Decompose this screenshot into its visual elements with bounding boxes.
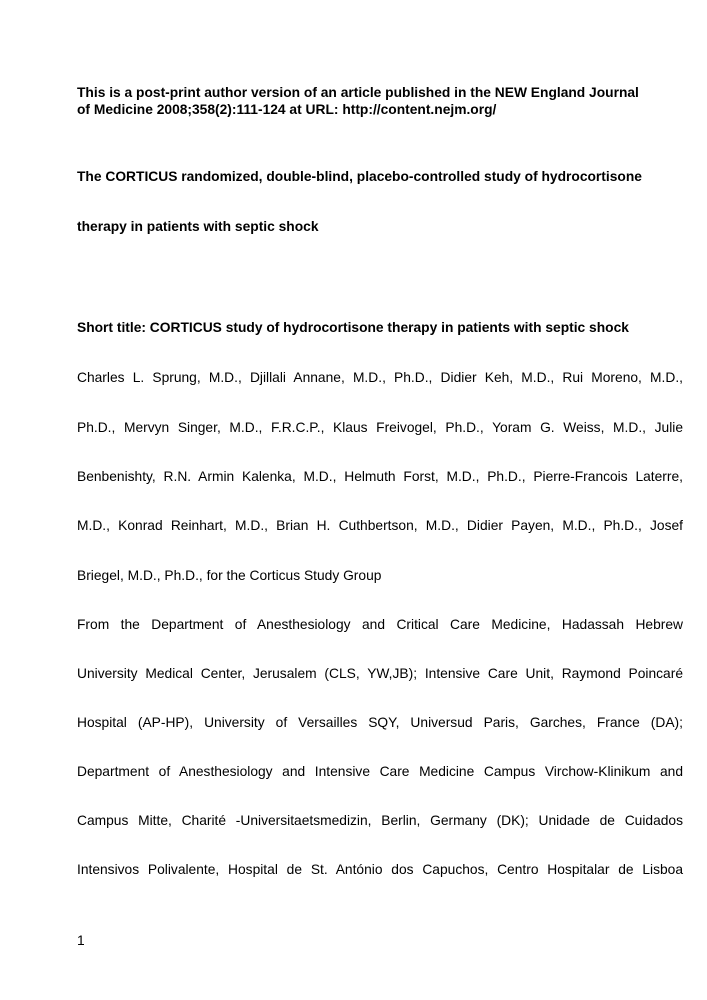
article-title-line-2: therapy in patients with septic shock [77, 219, 319, 234]
author-line: M.D., Konrad Reinhart, M.D., Brian H. Cuthbertson, M.D., Didier Payen, M.D., Ph.D., Josef [77, 518, 683, 533]
author-line: Benbenishty, R.N. Armin Kalenka, M.D., Helmuth Forst, M.D., Ph.D., Pierre-Francois Laterre, [77, 469, 683, 484]
affiliation-line: Intensivos Polivalente, Hospital de St. António dos Capuchos, Centro Hospitalar de Lisboa [77, 862, 683, 877]
affiliation-line: From the Department of Anesthesiology and Critical Care Medicine, Hadassah Hebrew [77, 617, 683, 632]
short-title: Short title: CORTICUS study of hydrocortisone therapy in patients with septic shock [77, 320, 629, 335]
author-line: Briegel, M.D., Ph.D., for the Corticus Study Group [77, 568, 382, 583]
author-line: Ph.D., Mervyn Singer, M.D., F.R.C.P., Klaus Freivogel, Ph.D., Yoram G. Weiss, M.D., Julie [77, 420, 683, 435]
page-number: 1 [77, 933, 85, 948]
affiliation-line: Campus Mitte, Charité -Universitaetsmedizin, Berlin, Germany (DK); Unidade de Cuidados [77, 813, 683, 828]
publication-notice-line-2: of Medicine 2008;358(2):111-124 at URL: http://content.nejm.org/ [77, 102, 497, 117]
article-title-line-1: The CORTICUS randomized, double-blind, placebo-controlled study of hydrocortisone [77, 169, 642, 184]
affiliation-line: Department of Anesthesiology and Intensive Care Medicine Campus Virchow-Klinikum and [77, 764, 683, 779]
publication-notice-line-1: This is a post-print author version of an article published in the NEW England Journal [77, 85, 639, 100]
author-line: Charles L. Sprung, M.D., Djillali Annane, M.D., Ph.D., Didier Keh, M.D., Rui Moreno, M.D., [77, 370, 683, 385]
affiliation-line: Hospital (AP-HP), University of Versailles SQY, Universud Paris, Garches, France (DA); [77, 715, 683, 730]
affiliation-line: University Medical Center, Jerusalem (CLS, YW,JB); Intensive Care Unit, Raymond Poincaré [77, 666, 683, 681]
